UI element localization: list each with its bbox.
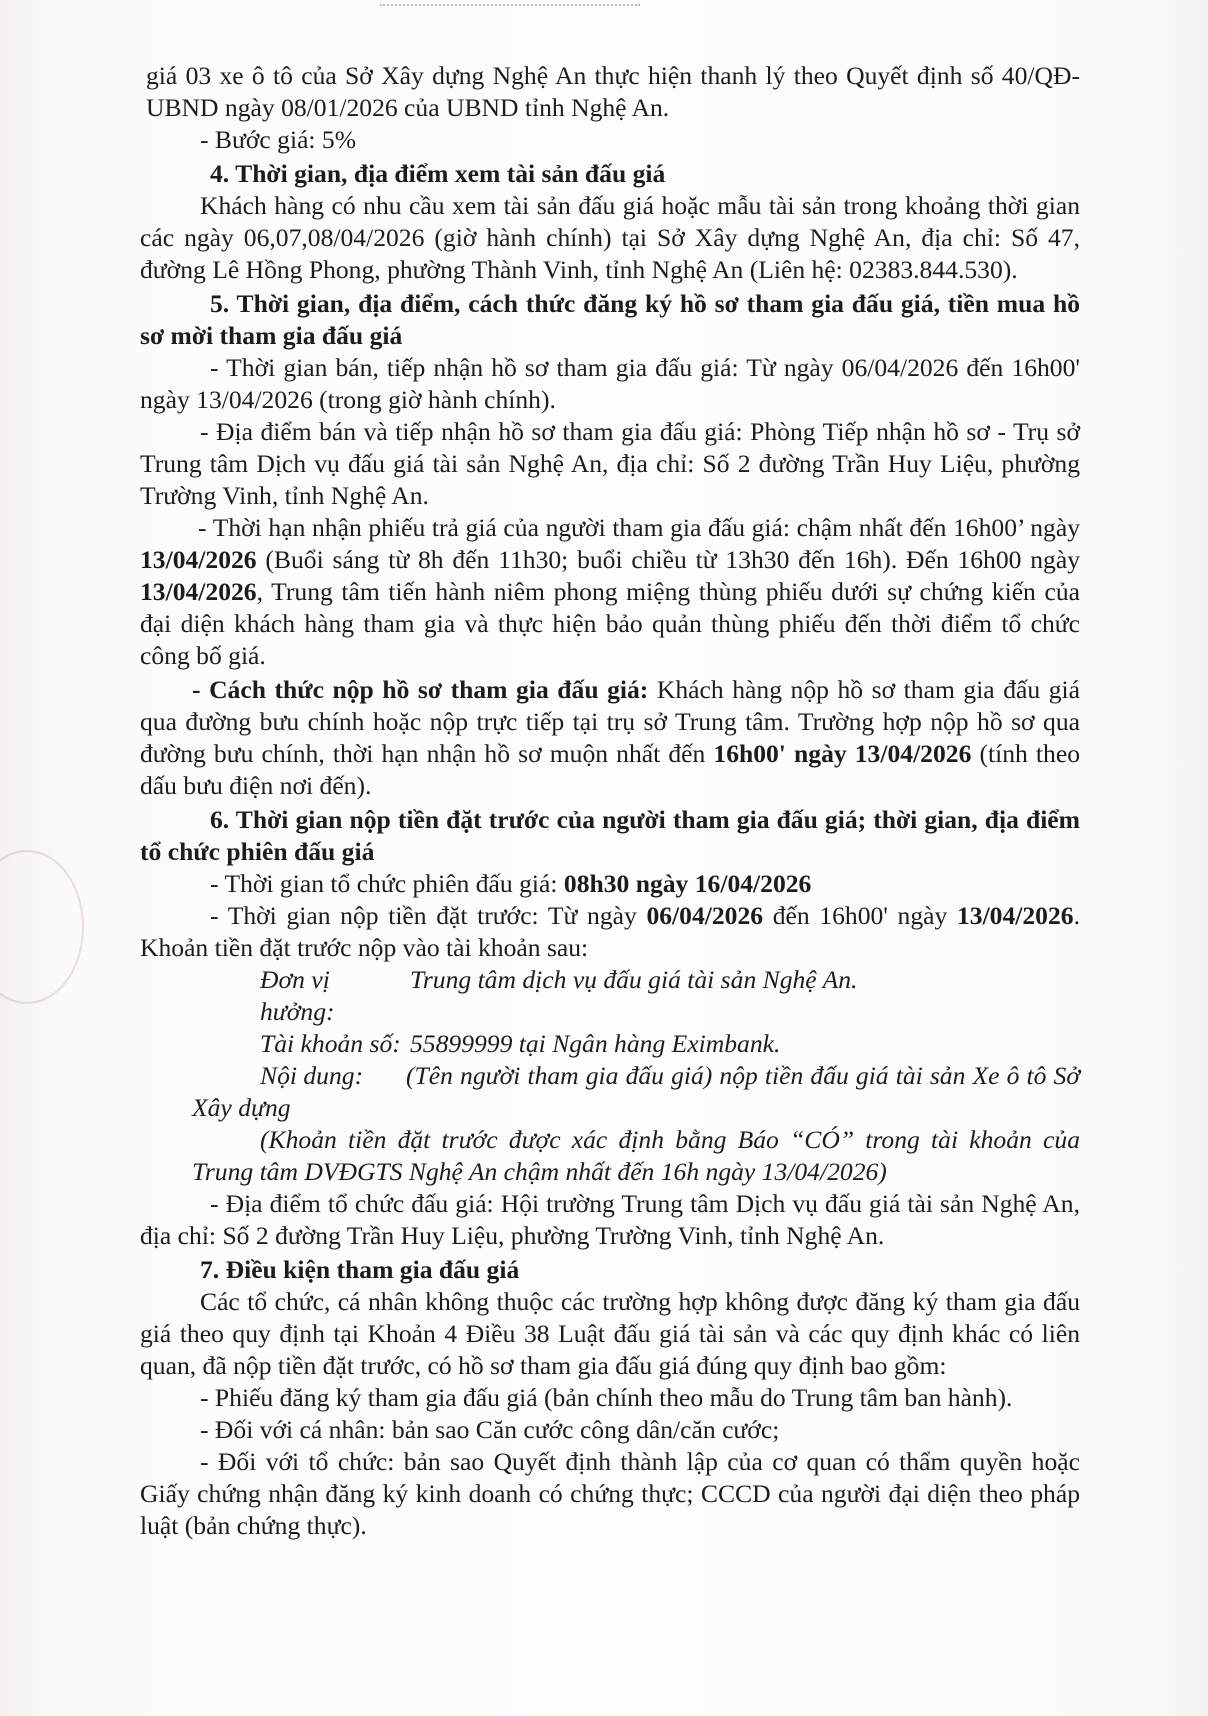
intro-continuation: giá 03 xe ô tô của Sở Xây dựng Nghệ An thực hiện thanh lý theo Quyết định số 40/QĐ-UBND ngày 08/01/2026 của UBND tỉnh Nghệ An. [146, 61, 1080, 122]
beneficiary-value: Trung tâm dịch vụ đấu giá tài sản Nghệ An. [410, 965, 858, 994]
label-bold: - Cách thức nộp hồ sơ tham gia đấu giá: [192, 675, 649, 704]
text-run: - Thời hạn nhận phiếu trả giá của người tham gia đấu giá: chậm nhất đến 16h00’ ngày [198, 513, 1080, 542]
beneficiary-row [260, 964, 1070, 1028]
top-edge-mark [380, 4, 640, 12]
account-row [260, 1028, 1070, 1060]
section-5-sale-time: - Thời gian bán, tiếp nhận hồ sơ tham gia đấu giá: Từ ngày 06/04/2026 đến 16h00' ngày 13/04/2026 (trong giờ hành chính). [140, 353, 1080, 414]
text-run: (tính theo dấu bưu điện nơi đến). [140, 739, 1080, 800]
section-5-sale-location: - Địa điểm bán và tiếp nhận hồ sơ tham gia đấu giá: Phòng Tiếp nhận hồ sơ - Trụ sở Trung tâm Dịch vụ đấu giá tài sản Nghệ An, địa chỉ: Số 2 đường Trần Huy Liệu, phường Trường Vinh, tỉnh Nghệ An. [140, 417, 1080, 510]
date-bold: 13/04/2026 [140, 577, 257, 606]
date-bold: 13/04/2026 [956, 901, 1074, 930]
requirement-form: - Phiếu đăng ký tham gia đấu giá (bản chính theo mẫu do Trung tâm ban hành). [200, 1383, 1013, 1412]
bid-step: - Bước giá: 5% [200, 125, 357, 154]
auction-time-bold: 08h30 ngày 16/04/2026 [563, 869, 812, 898]
document-body [140, 60, 1080, 1542]
text-run: đến 16h00' ngày [763, 901, 957, 930]
text-run: , Trung tâm tiến hành niêm phong miệng thùng phiếu dưới sự chứng kiến của đại diện khách hàng tham gia và thực hiện bảo quản thùng phiếu đến thời điểm tổ chức công bố giá. [140, 577, 1080, 670]
text-run: - Thời gian tổ chức phiên đấu giá: [210, 869, 564, 898]
section-5-submission-method [140, 674, 1080, 802]
requirement-organization: - Đối với tổ chức: bản sao Quyết định thành lập của cơ quan có thẩm quyền hoặc Giấy chứng nhận đăng ký kinh doanh có chứng thực; CCCD của người đại diện theo pháp luật (bản chứng thực). [140, 1447, 1080, 1540]
bank-account-block [260, 964, 1070, 1060]
section-4-heading: 4. Thời gian, địa điểm xem tài sản đấu giá [210, 159, 666, 188]
text-run: Khách hàng nộp hồ sơ tham gia đấu giá qua đường bưu chính hoặc nộp trực tiếp tại trụ sở Trung tâm. Trường hợp nộp hồ sơ qua đường bưu chính, thời hạn nhận hồ sơ muộn nhất đến [140, 675, 1080, 768]
account-value: 55899999 tại Ngân hàng Eximbank. [410, 1029, 781, 1058]
content-value: (Tên người tham gia đấu giá) nộp tiền đấu giá tài sản Xe ô tô Sở Xây dựng [192, 1061, 1080, 1122]
requirement-individual: - Đối với cá nhân: bản sao Căn cước công dân/căn cước; [200, 1415, 780, 1444]
text-run: (Buổi sáng từ 8h đến 11h30; buổi chiều từ 13h30 đến 16h). Đến 16h00 ngày [256, 545, 1080, 574]
beneficiary-label: Đơn vị hưởng: [260, 965, 335, 1026]
account-label: Tài khoản số: [260, 1029, 401, 1058]
date-bold: 06/04/2026 [646, 901, 764, 930]
section-6-heading: 6. Thời gian nộp tiền đặt trước của người tham gia đấu giá; thời gian, địa điểm tổ chức phiên đấu giá [140, 805, 1080, 866]
partial-stamp [0, 850, 84, 1004]
section-6-auction-time [140, 868, 1080, 900]
section-7-text: Các tổ chức, cá nhân không thuộc các trường hợp không được đăng ký tham gia đấu giá theo quy định tại Khoản 4 Điều 38 Luật đấu giá tài sản và các quy định khác có liên quan, đã nộp tiền đặt trước, có hồ sơ tham gia đấu giá đúng quy định bao gồm: [140, 1287, 1080, 1380]
date-bold: 13/04/2026 [140, 545, 257, 574]
section-4-text: Khách hàng có nhu cầu xem tài sản đấu giá hoặc mẫu tài sản trong khoảng thời gian các ngày 06,07,08/04/2026 (giờ hành chính) tại Sở Xây dựng Nghệ An, địa chỉ: Số 47, đường Lê Hồng Phong, phường Thành Vinh, tỉnh Nghệ An (Liên hệ: 02383.844.530). [140, 191, 1080, 284]
transfer-content [192, 1060, 1080, 1124]
content-label: Nội dung: [260, 1061, 364, 1090]
section-6-deposit-time [140, 900, 1080, 964]
text-run: - Thời gian nộp tiền đặt trước: Từ ngày [210, 901, 647, 930]
section-6-auction-location: - Địa điểm tổ chức đấu giá: Hội trường Trung tâm Dịch vụ đấu giá tài sản Nghệ An, địa chỉ: Số 2 đường Trần Huy Liệu, phường Trường Vinh, tỉnh Nghệ An. [140, 1189, 1080, 1250]
deposit-note: (Khoản tiền đặt trước được xác định bằng Báo “CÓ” trong tài khoản của Trung tâm DVĐGTS Nghệ An chậm nhất đến 16h ngày 13/04/2026) [192, 1125, 1080, 1186]
section-7-heading: 7. Điều kiện tham gia đấu giá [200, 1255, 520, 1284]
section-5-bid-deadline [140, 512, 1080, 672]
section-5-heading: 5. Thời gian, địa điểm, cách thức đăng ký hồ sơ tham gia đấu giá, tiền mua hồ sơ mời tham gia đấu giá [140, 289, 1080, 350]
deadline-bold: 16h00' ngày 13/04/2026 [713, 739, 972, 768]
text-run: . Khoản tiền đặt trước nộp vào tài khoản sau: [140, 901, 1080, 962]
